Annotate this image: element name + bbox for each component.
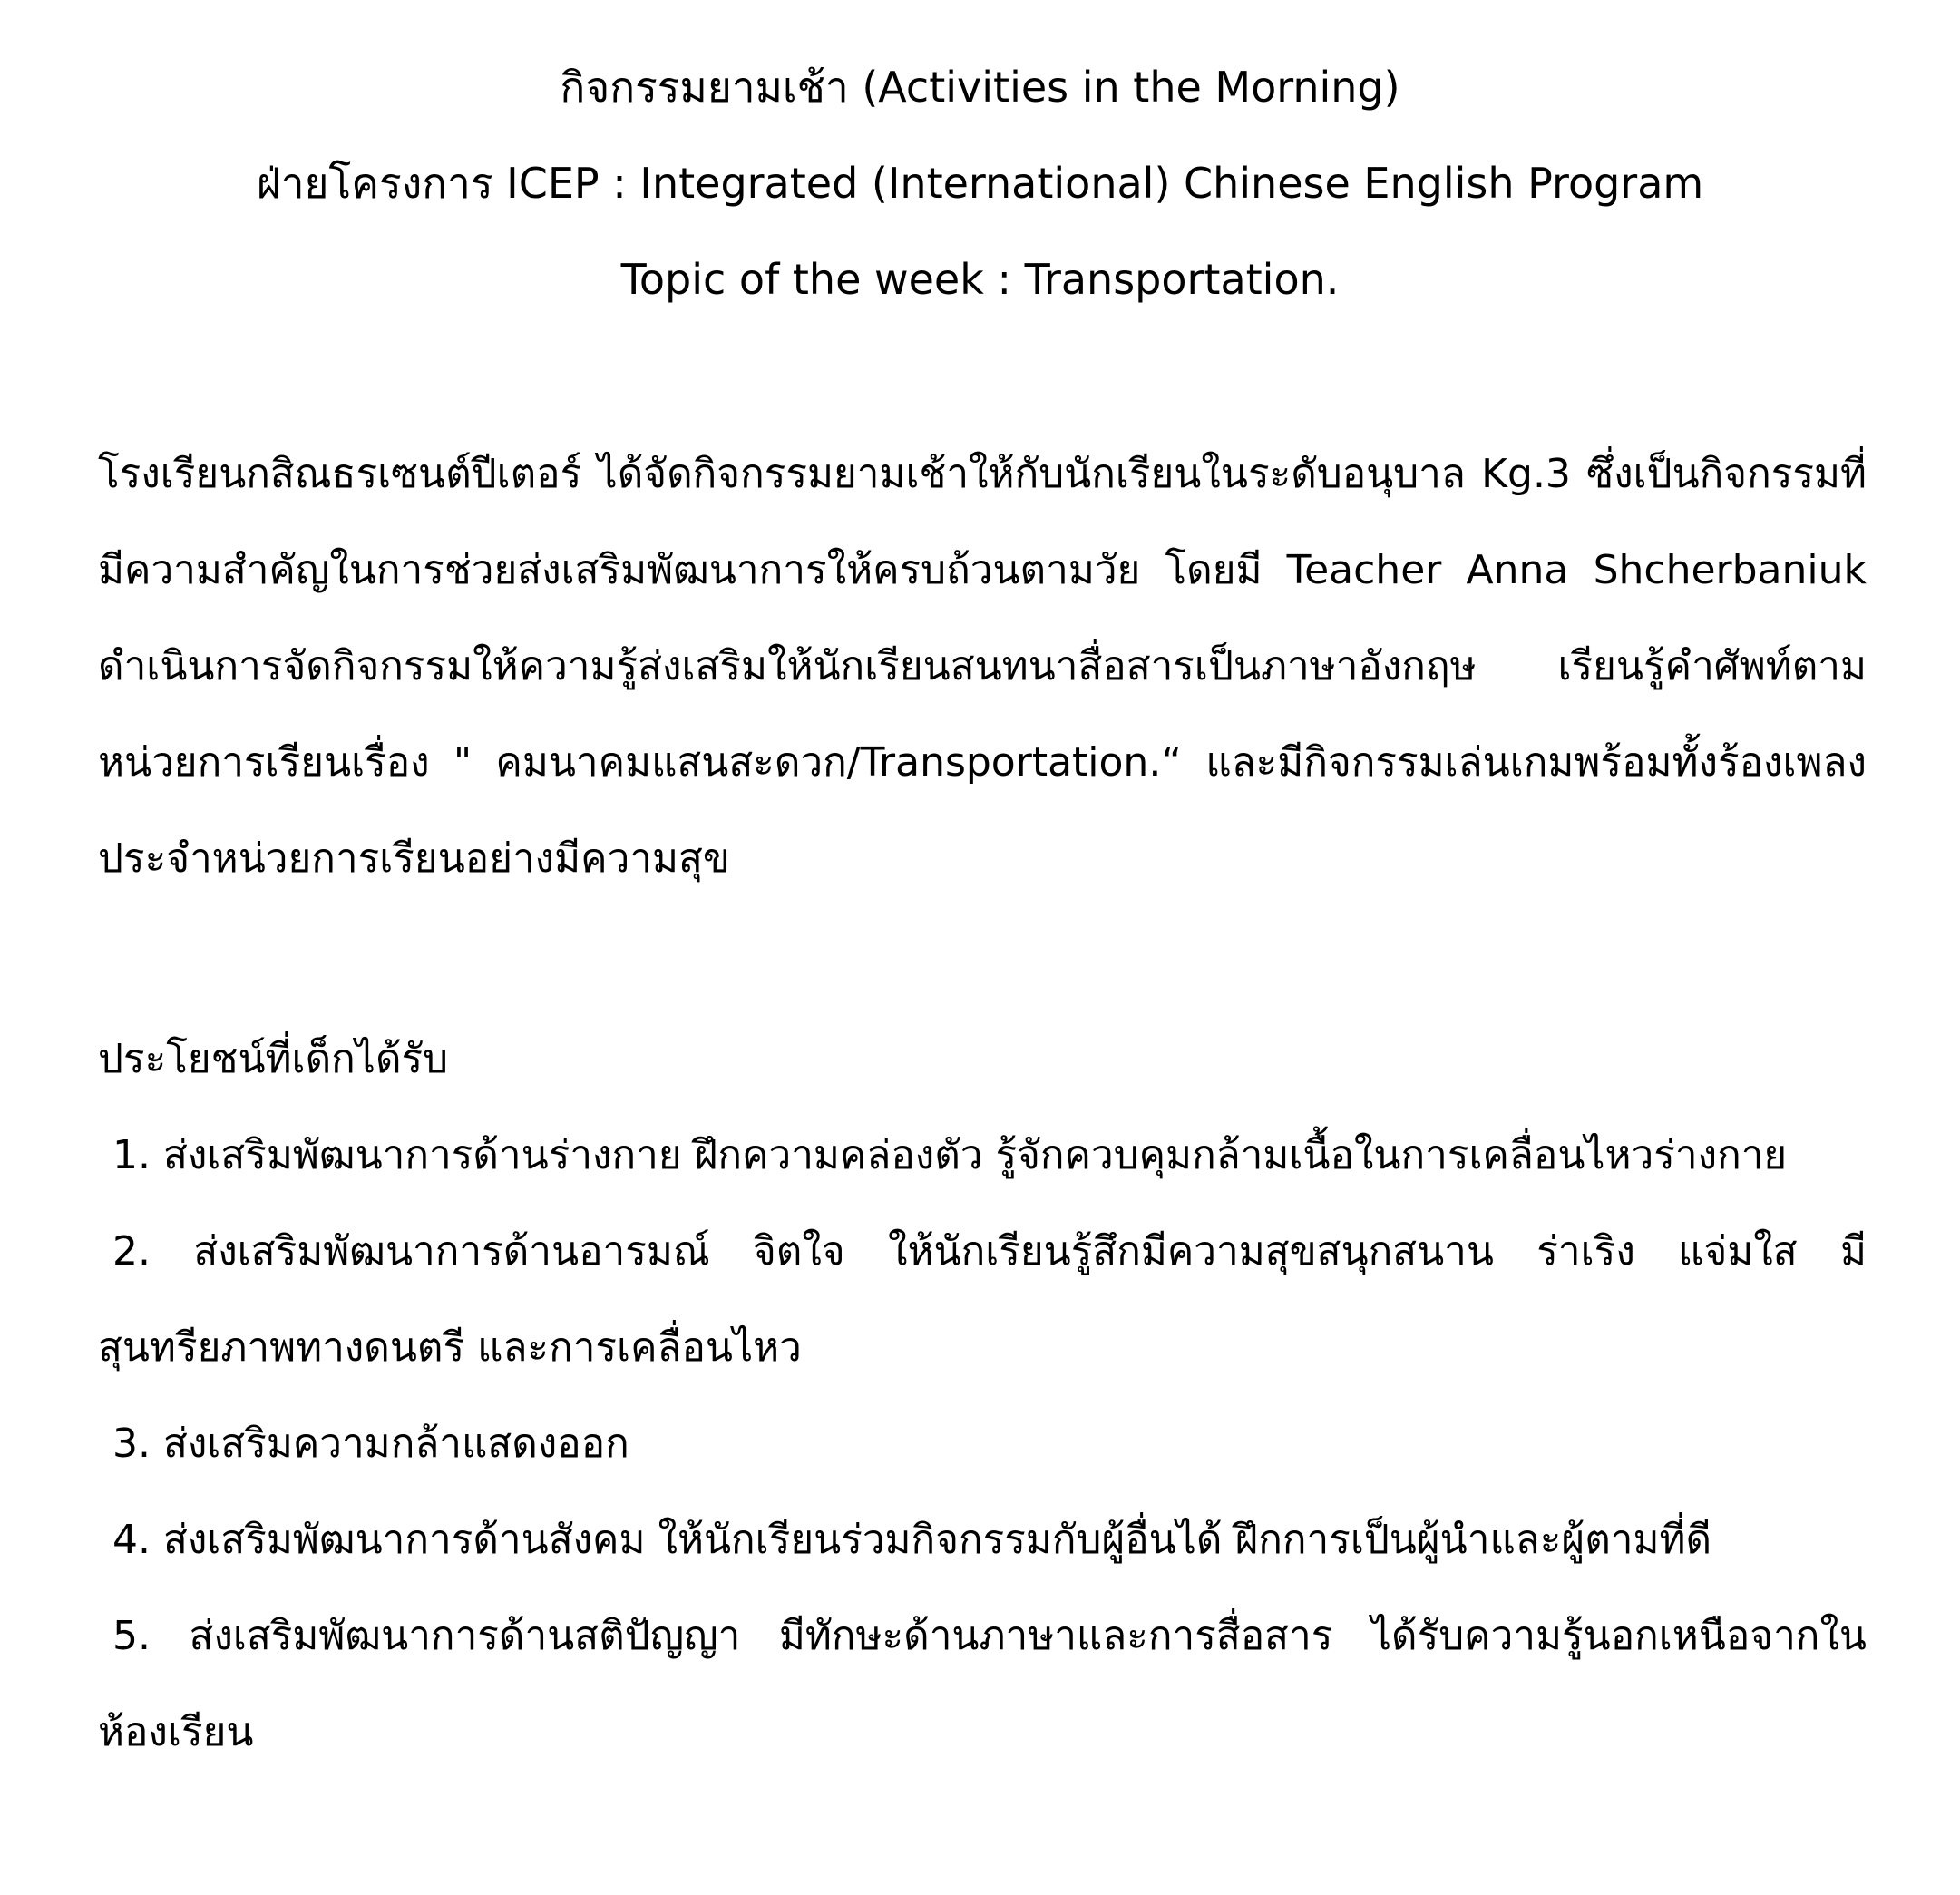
benefit-item-3: 3. ส่งเสริมความกล้าแสดงออก — [112, 1421, 629, 1467]
header-program: ฝ่ายโครงการ ICEP : Integrated (International) Chinese English Program — [256, 159, 1704, 208]
benefit-item-5: 5. ส่งเสริมพัฒนาการด้านสติปัญญา มีทักษะด้านภาษาและการสื่อสาร ได้รับความรู้นอกเหนือจากในห้องเรียน — [98, 1613, 1867, 1755]
benefits-list — [98, 1108, 1867, 1781]
benefit-item-2: 2. ส่งเสริมพัฒนาการด้านอารมณ์ จิตใจ ให้นักเรียนรู้สึกมีความสุขสนุกสนาน ร่าเริง แจ่มใส มีสุนทรียภาพทางดนตรี และการเคลื่อนไหว — [98, 1228, 1867, 1371]
benefits-title: ประโยชน์ที่เด็กได้รับ — [98, 1036, 449, 1082]
header-title: กิจกรรมยามเช้า (Activities in the Morning) — [560, 63, 1400, 112]
benefit-item-4: 4. ส่งเสริมพัฒนาการด้านสังคม ให้นักเรียนร่วมกิจกรรมกับผู้อื่นได้ ฝึกการเป็นผู้นำและผู้ตามที่ดี — [112, 1517, 1712, 1563]
benefit-item-1: 1. ส่งเสริมพัฒนาการด้านร่างกาย ฝึกความคล่องตัว รู้จักควบคุมกล้ามเนื้อในการเคลื่อนไหวร่างกาย — [112, 1132, 1788, 1178]
body-paragraph: โรงเรียนกสิณธรเซนต์ปีเตอร์ ได้จัดกิจกรรมยามเช้าให้กับนักเรียนในระดับอนุบาล Kg.3 ซึ่งเป็นกิจกรรมที่มีความสำคัญในการช่วยส่งเสริมพัฒนาการให้ครบถ้วนตามวัย โดยมี Teacher Anna Shcherbaniuk ดำเนินการจัดกิจกรรมให้ความรู้ส่งเสริมให้นักเรียนสนทนาสื่อสารเป็นภาษาอังกฤษ เรียนรู้คำศัพท์ตามหน่วยการเรียนเรื่อง " คมนาคมแสนสะดวก/Transportation.“ และมีกิจกรรมเล่นเกมพร้อมทั้งร้องเพลงประจำหน่วยการเรียนอย่างมีความสุข — [98, 451, 1867, 882]
header-topic: Topic of the week : Transportation. — [620, 255, 1340, 304]
